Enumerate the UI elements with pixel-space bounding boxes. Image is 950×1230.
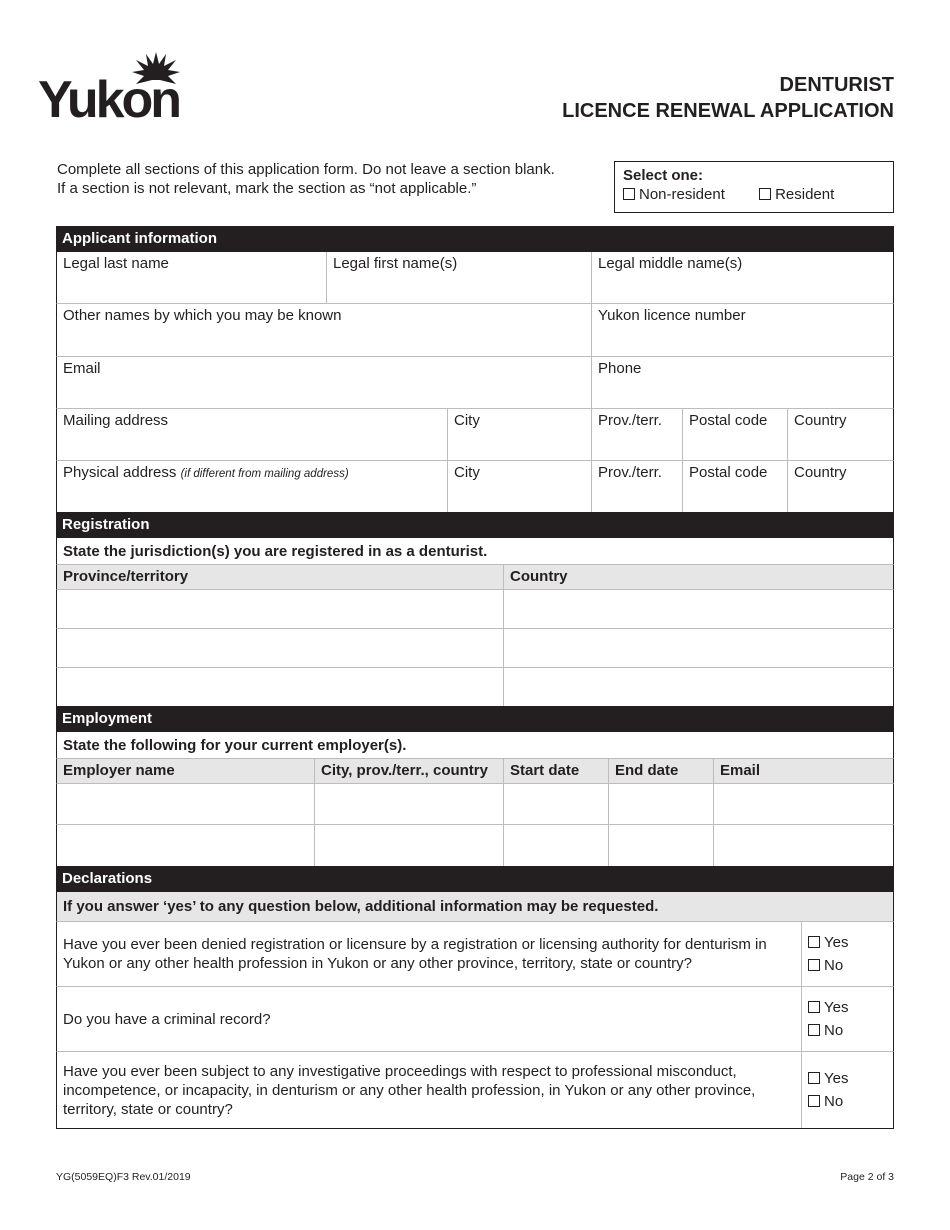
yes-option[interactable] [808,996,893,1019]
other-names-label: Other names by which you may be known [63,307,342,324]
yukon-logo [38,50,213,129]
physical-address-note: (if different from mailing address) [180,468,349,480]
no-option[interactable] [808,954,893,977]
employer-name-input[interactable] [57,825,315,866]
declaration-question-2: Do you have a criminal record? [57,987,802,1051]
declaration-row [56,987,894,1052]
no-option[interactable] [808,1090,893,1113]
col-employer-email: Email [720,762,761,779]
employer-name-input[interactable] [57,784,315,824]
other-names-field[interactable] [57,304,592,356]
country-label: Country [794,412,847,429]
employment-instruction: State the following for your current employer(s). [56,732,894,759]
contact-row [56,357,894,409]
col-end-date: End date [609,759,714,783]
licence-number-field[interactable] [592,304,893,356]
declaration-row [56,1052,894,1129]
select-one-label: Select one: [623,167,704,184]
physical-country-field[interactable] [788,461,893,512]
declaration-row [56,922,894,987]
middle-name-field[interactable] [592,252,893,303]
checkbox-icon[interactable] [623,188,635,200]
last-name-field[interactable] [57,252,327,303]
first-name-field[interactable] [327,252,592,303]
name-row [56,252,894,304]
licence-number-label: Yukon licence number [598,307,746,324]
registration-country-input[interactable] [504,629,893,667]
resident-option[interactable] [759,186,834,203]
mailing-address-field[interactable] [57,409,448,460]
physical-prov-field[interactable] [592,461,683,512]
middle-name-label: Legal middle name(s) [598,255,743,272]
checkbox-icon[interactable] [808,959,820,971]
email-field[interactable] [57,357,592,408]
country-label: Country [794,464,847,481]
checkbox-icon[interactable] [808,1024,820,1036]
employer-city-input[interactable] [315,825,504,866]
non-resident-option[interactable] [623,186,725,203]
registration-row [56,590,894,629]
employment-row [56,825,894,866]
declaration-question-3: Have you ever been subject to any investigative proceedings with respect to professional misconduct, incompetence, or incapacity, in denturism or any other health profession, in Yukon or any other province, territory, state or country? [57,1052,802,1128]
col-country: Country [510,568,568,585]
postal-label: Postal code [689,464,768,481]
title-line-2: LICENCE RENEWAL APPLICATION [562,100,894,122]
resident-label: Resident [775,186,835,203]
section-applicant-heading: Applicant information [56,226,894,252]
yes-no-options [802,1052,893,1128]
registration-row [56,629,894,668]
other-names-row [56,304,894,357]
yes-no-options [802,922,893,986]
non-resident-label: Non-resident [639,186,725,203]
yes-label: Yes [824,934,849,951]
registration-province-input[interactable] [57,668,504,706]
prov-label: Prov./terr. [598,412,662,429]
end-date-input[interactable] [609,825,714,866]
col-province: Province/territory [57,565,504,589]
physical-city-field[interactable] [448,461,592,512]
section-declarations-heading: Declarations [56,866,894,892]
checkbox-icon[interactable] [808,936,820,948]
section-registration-heading: Registration [56,512,894,538]
yes-option[interactable] [808,1067,893,1090]
start-date-input[interactable] [504,784,609,824]
col-start-date: Start date [504,759,609,783]
no-option[interactable] [808,1019,893,1042]
intro-text [57,160,597,198]
registration-province-input[interactable] [57,590,504,628]
yes-no-options [802,987,893,1051]
declarations-instruction: If you answer ‘yes’ to any question below, additional information may be requested. [56,892,894,922]
page-number: Page 2 of 3 [840,1171,894,1183]
end-date-input[interactable] [609,784,714,824]
checkbox-icon[interactable] [808,1001,820,1013]
declaration-question-1: Have you ever been denied registration or licensure by a registration or licensing authority for denturism in Yukon or any other health profession in Yukon or any other province, territory, state or country? [57,922,802,986]
prov-label: Prov./terr. [598,464,662,481]
registration-country-input[interactable] [504,668,893,706]
registration-header-row [56,565,894,590]
registration-instruction: State the jurisdiction(s) you are registered in as a denturist. [56,538,894,565]
last-name-label: Legal last name [63,255,169,272]
employer-email-input[interactable] [714,784,893,824]
employment-header-row [56,759,894,784]
email-label: Email [63,360,101,377]
no-label: No [824,1022,844,1039]
registration-country-input[interactable] [504,590,893,628]
mailing-address-row [56,409,894,461]
mailing-city-field[interactable] [448,409,592,460]
mailing-address-label: Mailing address [63,412,169,429]
page-title [562,72,894,124]
intro-line-2: If a section is not relevant, mark the section as “not applicable.” [57,180,477,197]
city-label: City [454,412,480,429]
physical-address-field[interactable] [57,461,448,512]
employer-city-input[interactable] [315,784,504,824]
yes-option[interactable] [808,931,893,954]
yes-label: Yes [824,999,849,1016]
first-name-label: Legal first name(s) [333,255,458,272]
physical-address-label: Physical address [63,464,177,481]
col-employer-name: Employer name [57,759,315,783]
phone-field[interactable] [592,357,893,408]
mailing-country-field[interactable] [788,409,893,460]
start-date-input[interactable] [504,825,609,866]
employer-email-input[interactable] [714,825,893,866]
mailing-prov-field[interactable] [592,409,683,460]
title-line-1: DENTURIST [779,74,894,96]
logo-wordmark: Yukon [38,71,180,129]
section-employment-heading: Employment [56,706,894,732]
city-label: City [454,464,480,481]
checkbox-icon[interactable] [808,1072,820,1084]
postal-label: Postal code [689,412,768,429]
registration-province-input[interactable] [57,629,504,667]
checkbox-icon[interactable] [808,1095,820,1107]
mailing-postal-field[interactable] [683,409,788,460]
physical-address-row [56,461,894,512]
intro-line-1: Complete all sections of this application form. Do not leave a section blank. [57,161,555,178]
no-label: No [824,1093,844,1110]
form-id: YG(5059EQ)F3 Rev.01/2019 [56,1171,191,1183]
registration-row [56,668,894,706]
phone-label: Phone [598,360,642,377]
application-form [56,226,894,1129]
no-label: No [824,957,844,974]
physical-postal-field[interactable] [683,461,788,512]
checkbox-icon[interactable] [759,188,771,200]
yes-label: Yes [824,1070,849,1087]
col-employer-city: City, prov./terr., country [315,759,504,783]
residency-select [614,161,894,213]
employment-row [56,784,894,825]
